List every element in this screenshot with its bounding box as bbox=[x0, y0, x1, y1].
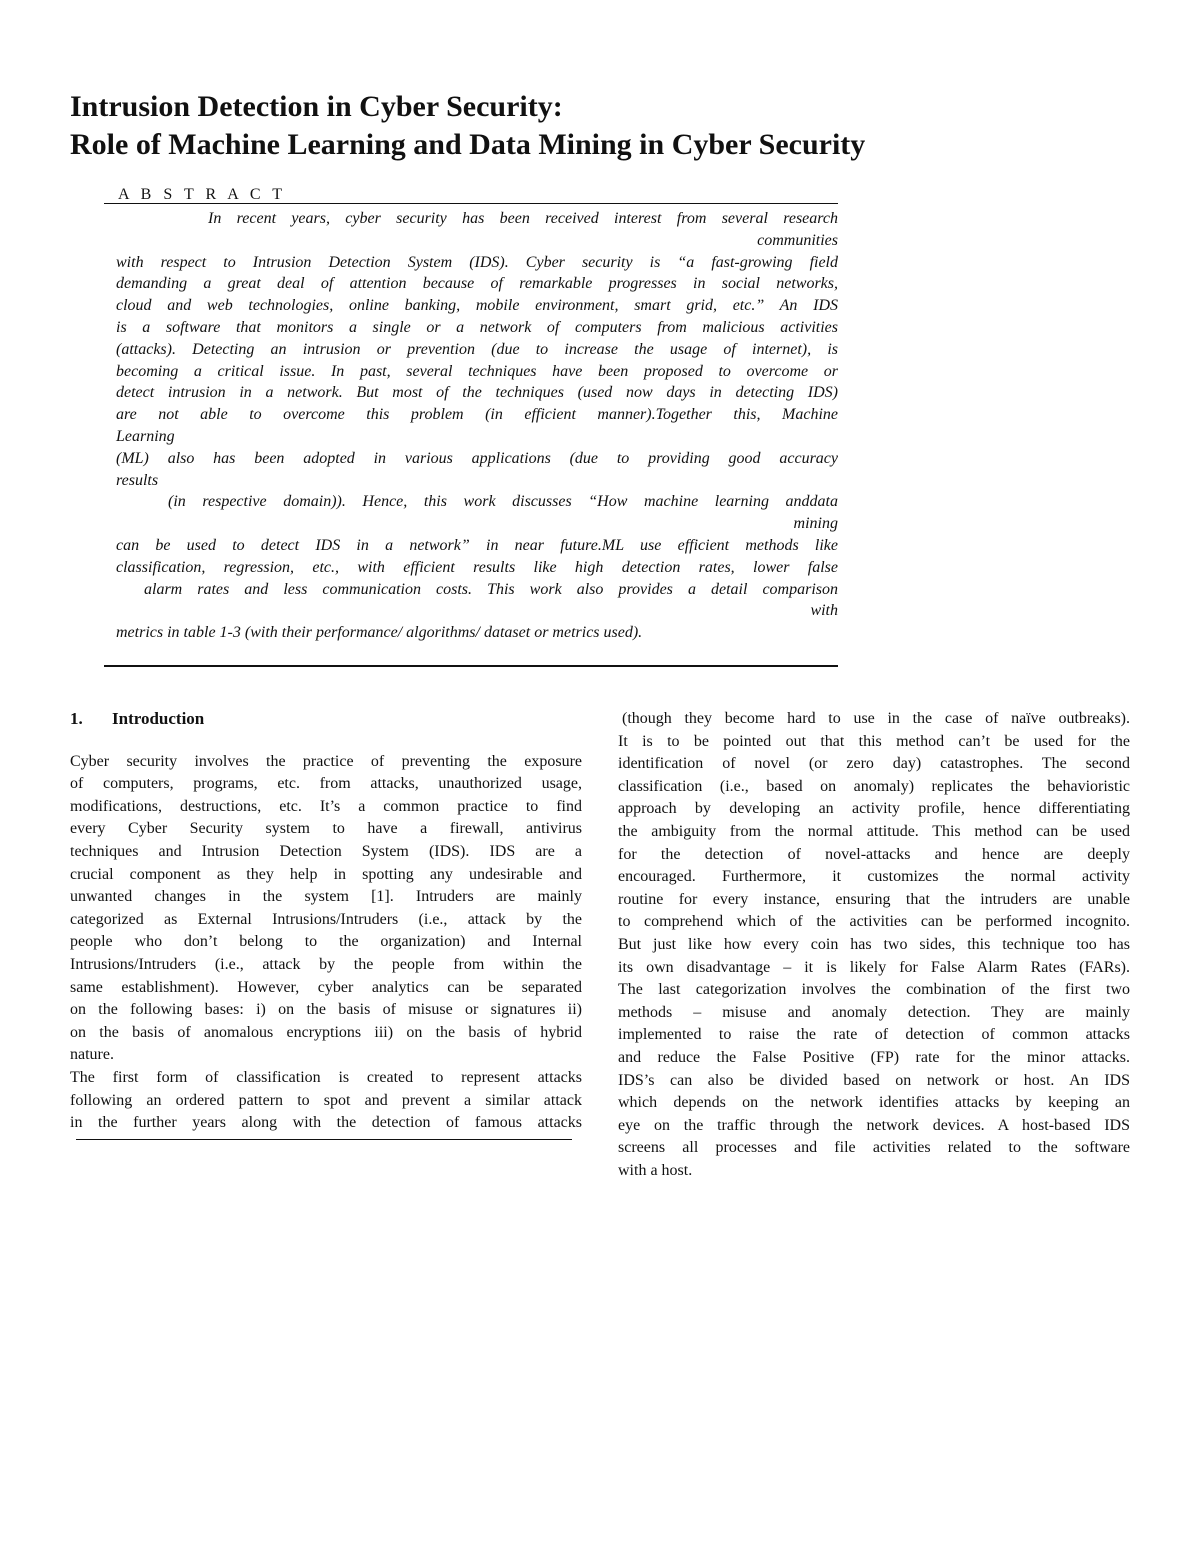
text-line: Cyber security involves the practice of preventing the exposure bbox=[70, 752, 582, 770]
text-line: methods – misuse and anomaly detection. They are mainly bbox=[618, 1003, 1130, 1021]
right-column bbox=[618, 708, 1130, 1182]
text-line: in the further years along with the detection of famous attacks bbox=[70, 1114, 582, 1132]
abstract-top-rule bbox=[104, 203, 838, 204]
text-line: The first form of classification is created to represent attacks bbox=[70, 1068, 582, 1086]
text-line: on the following bases: i) on the basis of misuse or signatures ii) bbox=[70, 1001, 582, 1019]
text-line: IDS’s can also be divided based on network or host. An IDS bbox=[618, 1071, 1130, 1089]
abstract-line: mining bbox=[793, 515, 838, 533]
text-line: of computers, programs, etc. from attacks, unauthorized usage, bbox=[70, 775, 582, 793]
text-line: and reduce the False Positive (FP) rate for the minor attacks. bbox=[618, 1048, 1130, 1066]
abstract-line: demanding a great deal of attention because of remarkable progresses in social networks, bbox=[116, 275, 838, 293]
text-line: modifications, destructions, etc. It’s a common practice to find bbox=[70, 797, 582, 815]
abstract-line: In recent years, cyber security has been received interest from several research bbox=[208, 210, 838, 227]
text-line: routine for every instance, ensuring that the intruders are unable bbox=[618, 890, 1130, 908]
abstract-line: (attacks). Detecting an intrusion or prevention (due to increase the usage of internet), is bbox=[116, 340, 838, 358]
text-line: people who don’t belong to the organization) and Internal bbox=[70, 933, 582, 951]
text-line: which depends on the network identifies attacks by keeping an bbox=[618, 1094, 1130, 1112]
text-line: approach by developing an activity profile, hence differentiating bbox=[618, 800, 1130, 818]
text-line: for the detection of novel-attacks and hence are deeply bbox=[618, 845, 1130, 863]
abstract-line: alarm rates and less communication costs. This work also provides a detail comparison bbox=[144, 580, 838, 598]
text-line: unwanted changes in the system [1]. Intruders are mainly bbox=[70, 888, 582, 906]
abstract-line: are not able to overcome this problem (in efficient manner).Together this, Machine bbox=[116, 406, 838, 424]
column-footnote-rule bbox=[76, 1139, 572, 1140]
abstract-line: metrics in table 1-3 (with their performance/ algorithms/ dataset or metrics used). bbox=[116, 624, 643, 642]
title-line-2: Role of Machine Learning and Data Mining in Cyber Security bbox=[70, 128, 866, 161]
text-line: encouraged. Furthermore, it customizes the normal activity bbox=[618, 868, 1130, 886]
abstract-line: detect intrusion in a network. But most of the techniques (used now days in detecting IDS) bbox=[116, 384, 838, 402]
text-line: But just like how every coin has two sides, this technique too has bbox=[618, 935, 1130, 953]
text-line: techniques and Intrusion Detection System (IDS). IDS are a bbox=[70, 842, 582, 860]
text-line: The last categorization involves the combination of the first two bbox=[618, 981, 1130, 999]
intro-paragraph-2 bbox=[70, 1067, 582, 1135]
text-line: (though they become hard to use in the case of naïve outbreaks). bbox=[622, 710, 1130, 727]
intro-paragraph-1 bbox=[70, 751, 582, 1067]
text-line: nature. bbox=[70, 1046, 114, 1064]
text-line: categorized as External Intrusions/Intruders (i.e., attack by the bbox=[70, 910, 582, 928]
text-line: following an ordered pattern to spot and prevent a similar attack bbox=[70, 1091, 582, 1109]
text-line: on the basis of anomalous encryptions iii) on the basis of hybrid bbox=[70, 1023, 582, 1041]
abstract-line: (in respective domain)). Hence, this work discusses “How machine learning anddata bbox=[168, 493, 838, 511]
text-line: its own disadvantage – it is likely for False Alarm Rates (FARs). bbox=[618, 958, 1130, 976]
abstract-line: cloud and web technologies, online banking, mobile environment, smart grid, etc.” An IDS bbox=[116, 297, 838, 315]
text-line: the ambiguity from the normal attitude. This method can be used bbox=[618, 822, 1130, 840]
text-line: every Cyber Security system to have a firewall, antivirus bbox=[70, 820, 582, 838]
abstract-body bbox=[104, 208, 838, 644]
section-title: Introduction bbox=[112, 709, 205, 728]
text-line: identification of novel (or zero day) catastrophes. The second bbox=[618, 755, 1130, 773]
abstract-line: Learning bbox=[116, 427, 175, 445]
abstract-line: communities bbox=[757, 231, 838, 249]
text-line: screens all processes and file activities related to the software bbox=[618, 1139, 1130, 1157]
left-column bbox=[70, 708, 582, 1135]
text-line: eye on the traffic through the network devices. A host-based IDS bbox=[618, 1116, 1130, 1134]
section-number: 1. bbox=[70, 709, 83, 728]
abstract-line: can be used to detect IDS in a network” in near future.ML use efficient methods like bbox=[116, 536, 838, 554]
text-line: It is to be pointed out that this method can’t be used for the bbox=[618, 732, 1130, 750]
abstract-label: A B S T R A C T bbox=[118, 186, 287, 203]
text-line: implemented to raise the rate of detection of common attacks bbox=[618, 1026, 1130, 1044]
section-heading-introduction bbox=[70, 708, 582, 731]
text-line: same establishment). However, cyber analytics can be separated bbox=[70, 978, 582, 996]
title-line-1: Intrusion Detection in Cyber Security: bbox=[70, 90, 563, 123]
abstract-line: is a software that monitors a single or a network of computers from malicious activities bbox=[116, 318, 838, 336]
text-line: classification (i.e., based on anomaly) replicates the behavioristic bbox=[618, 777, 1130, 795]
text-line: to comprehend which of the activities can be performed incognito. bbox=[618, 913, 1130, 931]
abstract-line: (ML) also has been adopted in various applications (due to providing good accuracy bbox=[116, 449, 838, 467]
abstract-line: classification, regression, etc., with efficient results like high detection rates, lower false bbox=[116, 558, 838, 576]
paper-title bbox=[70, 88, 1130, 164]
text-line: Intrusions/Intruders (i.e., attack by the people from within the bbox=[70, 955, 582, 973]
abstract-line: with respect to Intrusion Detection System (IDS). Cyber security is “a fast-growing field bbox=[116, 253, 838, 271]
abstract-bottom-rule bbox=[104, 665, 838, 667]
text-line: with a host. bbox=[618, 1161, 693, 1179]
abstract-line: becoming a critical issue. In past, several techniques have been proposed to overcome or bbox=[116, 362, 838, 380]
intro-paragraph-2-continued bbox=[618, 708, 1130, 1182]
text-line: crucial component as they help in spotting any undesirable and bbox=[70, 865, 582, 883]
abstract-line: with bbox=[810, 602, 838, 620]
abstract-line: results bbox=[116, 471, 159, 489]
